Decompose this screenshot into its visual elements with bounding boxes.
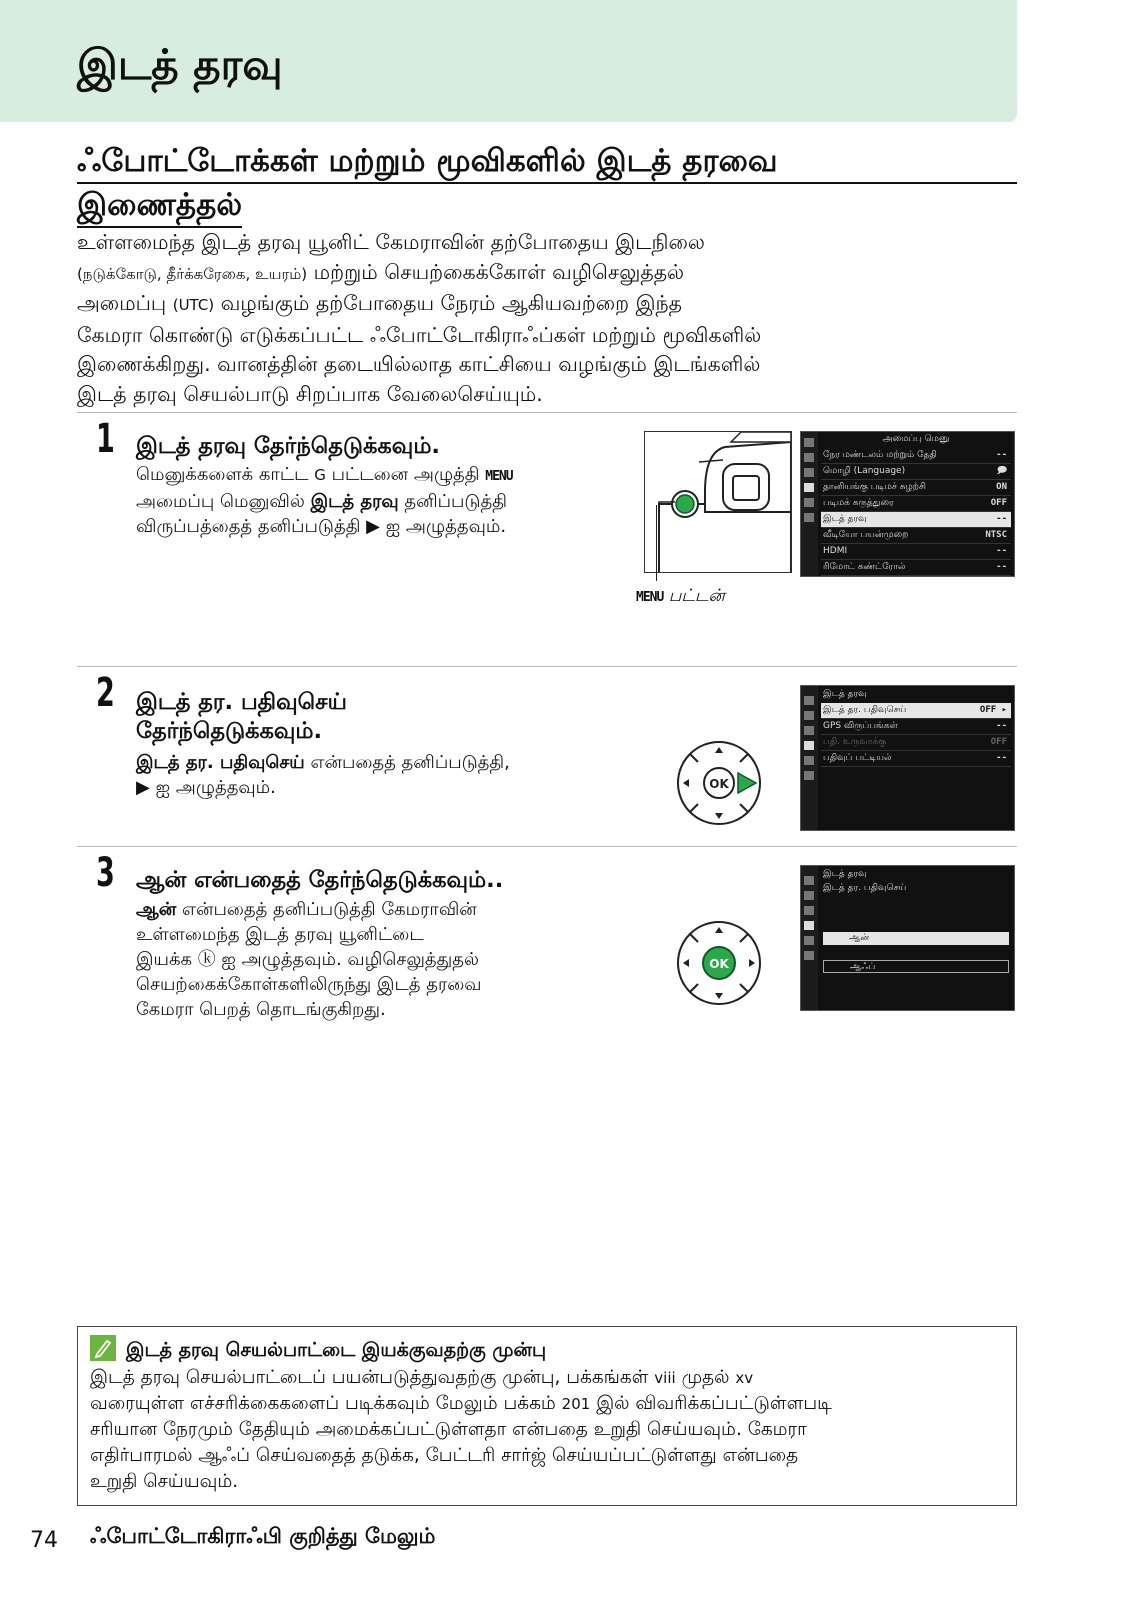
screen-menu-row[interactable] [821,544,1011,560]
record-location-screen [800,865,1015,1011]
step-number: 2 [96,670,115,716]
location-data-screen [800,685,1015,831]
screen-menu-row[interactable] [821,560,1011,576]
divider [77,846,1017,847]
camera-back-illustration [644,431,792,573]
intro-line: இணைக்கிறது. வானத்தின் தடையில்லாத காட்சியை வழங்கும் இடங்களில் [77,352,761,376]
intro-line: கேமரா கொண்டு எடுக்கப்பட்ட ஃபோட்டோகிராஃப்கள் மற்றும் மூவிகளில் [77,322,762,347]
screen-row-label: HDMI [823,546,848,556]
step-title: இடத் தரவு தேர்ந்தெடுக்கவும். [136,433,440,459]
option-on-selected[interactable]: ஆன் [823,932,1009,945]
screen-menu-row[interactable] [821,528,1011,544]
screen-menu-row[interactable] [821,735,1011,751]
step-title: ஆன் என்பதைத் தேர்ந்தெடுக்கவும்.. [136,867,504,893]
screen-menu-row[interactable] [821,751,1011,767]
screen-menu-row[interactable] [821,512,1011,528]
screen-row-value: -- [996,721,1007,731]
step-title: இடத் தர. பதிவுசெய் தேர்ந்தெடுக்கவும். [136,689,347,744]
intro-line: அமைப்பு (UTC) வழங்கும் தற்போதைய நேரம் ஆகியவற்றை இந்த [77,291,683,315]
step-body: மெனுக்களைக் காட்ட G பட்டனை அழுத்தி MENU அமைப்பு மெனுவில் இடத் தரவு தனிப்படுத்தி விருப்பத்தைத் தனிப்படுத்தி ▶ ஐ அழுத்தவும். [136,464,513,537]
intro-line: இடத் தரவு செயல்பாடு சிறப்பாக வேலைசெய்யும். [77,381,543,406]
callout-line [656,505,657,581]
option-off[interactable]: ஆஃப் [823,960,1009,973]
step-body: ஆன் என்பதைத் தனிப்படுத்தி கேமராவின் உள்ளமைந்த இடத் தரவு யூனிட்டை இயக்க ⓚ ஐ அழுத்தவும். வழிசெலுத்துதல் செயற்கைக்கோள்களிலிருந்து இடத் தரவை கேமரா பெறத் தொடங்குகிறது. [136,899,482,1020]
menu-tab-icons [801,432,818,576]
screen-row-label: ரிமோட் கண்ட்ரோல் [823,562,906,572]
screen-row-value: OFF [990,737,1007,747]
screen-menu-row[interactable] [821,480,1011,496]
multi-selector-dial-ok [676,920,762,1010]
screen-row-value: ON [996,482,1007,492]
page-number: 74 [30,1528,58,1553]
ok-label: OK [709,777,729,791]
menu-button-caption: MENU பட்டன் [636,586,725,606]
screen-row-label: தானியங்கு படிமச் சுழற்சி [823,482,926,492]
screen-menu-row[interactable] [821,448,1011,464]
section-heading-line1: ஃபோட்டோக்கள் மற்றும் மூவிகளில் இடத் தரவை [77,140,1017,184]
screen-row-value: -- [996,562,1007,572]
intro-line: (நடுக்கோடு, தீர்க்கரேகை, உயரம்) மற்றும் செயற்கைக்கோள் வழிசெலுத்தல் [77,259,685,284]
screen-row-label: மொழி (Language) [823,466,906,476]
pencil-note-icon [90,1335,116,1361]
screen-row-label: படிமக் கருத்துரை [823,498,894,508]
screen-row-label: நேர மண்டலம் மற்றும் தேதி [823,450,937,460]
screen-menu-row[interactable] [821,703,1011,719]
screen-row-label: இடத் தர. பதிவுசெய் [823,705,907,715]
setup-menu-screen [800,431,1015,577]
screen-row-label: பதிவுப் பட்டியல் [823,753,892,763]
title-band [0,0,1017,122]
screen-menu-row[interactable] [821,496,1011,512]
section-heading-line2: இணைத்தல் [77,184,242,228]
screen-row-value: OFF [990,498,1007,508]
menu-tab-icons [801,866,818,1010]
step-number: 1 [96,416,115,462]
divider [77,666,1017,667]
screen-row-value: -- [996,514,1007,524]
screen-header: இடத் தரவு [823,869,867,879]
ok-label: OK [709,957,729,971]
screen-row-label: பதி. உருவாக்கு [823,737,887,747]
screen-menu-row[interactable] [821,719,1011,735]
multi-selector-dial-right [676,740,762,830]
menu-button-icon: MENU [485,469,513,484]
divider [77,412,1017,413]
chapter-footer: ஃபோட்டோகிராஃபி குறித்து மேலும் [90,1524,436,1548]
note-title: இடத் தரவு செயல்பாட்டை இயக்குவதற்கு முன்பு [126,1339,547,1361]
step-number: 3 [96,850,115,896]
screen-header: இடத் தரவு [823,689,867,699]
screen-row-label: இடத் தரவு [823,514,867,524]
screen-subheader: இடத் தர. பதிவுசெய் [823,883,907,893]
screen-menu-row[interactable] [821,464,1011,480]
intro-line: உள்ளமைந்த இடத் தரவு யூனிட் கேமராவின் தற்போதைய இடநிலை [77,230,705,254]
screen-row-value: NTSC [985,530,1007,540]
step-body: இடத் தர. பதிவுசெய் என்பதைத் தனிப்படுத்தி, ▶ ஐ அழுத்தவும். [136,752,510,798]
screen-row-label: வீடியோ பயன்முறை [823,530,909,540]
screen-header: அமைப்பு மெனு [882,434,950,444]
note-box [77,1326,1017,1506]
screen-row-label: GPS விருப்பங்கள் [823,721,898,731]
menu-tab-icons [801,686,818,830]
section-heading [77,140,1017,228]
screen-row-value: -- [996,546,1007,556]
intro-paragraph [77,228,1017,409]
screen-row-value: 🗩 [997,466,1007,476]
screen-row-value: -- [996,450,1007,460]
page-title: இடத் தரவு [77,40,283,89]
note-body: இடத் தரவு செயல்பாட்டைப் பயன்படுத்துவதற்கு முன்பு, பக்கங்கள் viii முதல் xv வரையுள்ள எச்சரிக்கைகளைப் படிக்கவும் மேலும் பக்கம் 201 இல் விவரிக்கப்பட்டுள்ளபடி சரியான நேரமும் தேதியும் அமைக்கப்பட்டுள்ளதா என்பதை உறுதி செய்யவும். கேமரா எதிர்பாரமல் ஆஃப் செய்வதைத் தடுக்க, பேட்டரி சார்ஜ் செய்யப்பட்டுள்ளது என்பதை உறுதி செய்யவும். [90,1367,832,1492]
screen-row-value: OFF ▸ [979,705,1007,715]
screen-row-value: -- [996,753,1007,763]
